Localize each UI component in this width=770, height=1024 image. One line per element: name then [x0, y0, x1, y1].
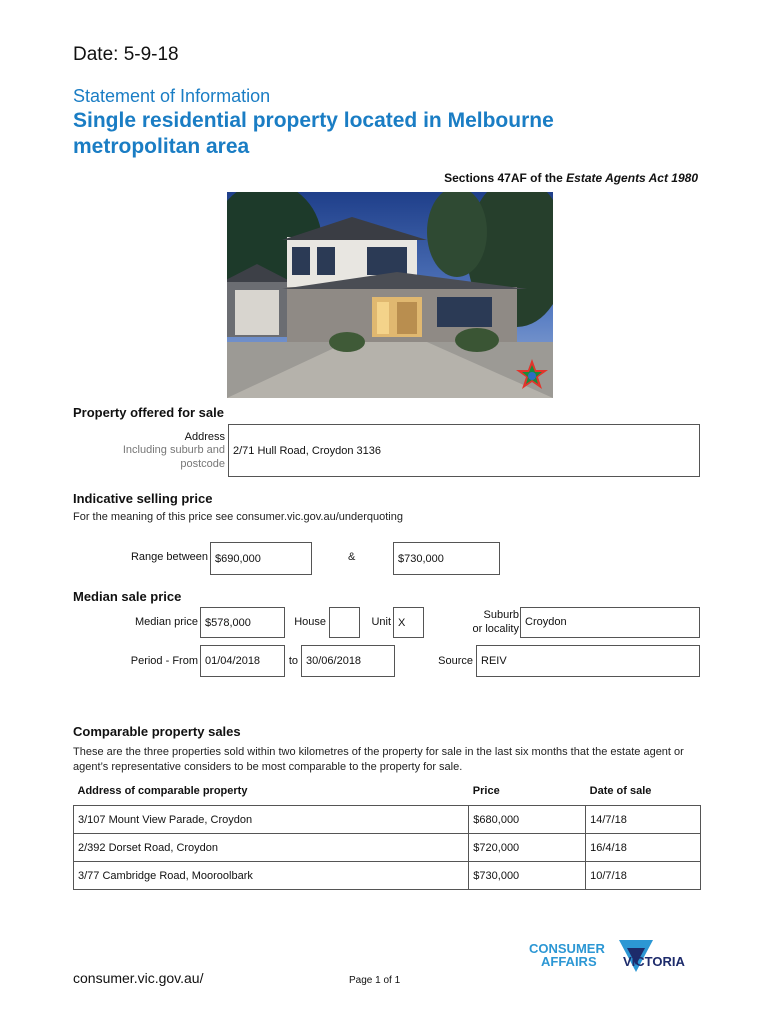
page-number: Page 1 of 1 — [349, 975, 401, 986]
date-label: Date: 5-9-18 — [73, 44, 179, 65]
cell-address[interactable]: 3/77 Cambridge Road, Mooroolbark — [74, 862, 469, 890]
source-field[interactable] — [476, 645, 700, 677]
unit-label: Unit — [371, 616, 391, 628]
comparable-description: These are the three properties sold within two kilometres of the property for sale in the last six months that the estate agent or agent’s representative considers to be most comparable to the property for sale. — [73, 746, 684, 773]
suburb-sublabel: or locality — [472, 623, 519, 635]
cell-date[interactable]: 16/4/18 — [586, 834, 701, 862]
range-low-field[interactable] — [210, 542, 312, 575]
comparable-heading: Comparable property sales — [73, 724, 241, 739]
house-field[interactable] — [329, 607, 360, 638]
unit-field[interactable] — [393, 607, 424, 638]
period-to-field[interactable] — [301, 645, 395, 677]
address-sublabel-postcode: postcode — [180, 458, 225, 470]
indicative-heading: Indicative selling price — [73, 491, 213, 506]
period-to-label: to — [288, 655, 298, 667]
address-label: Address — [184, 431, 225, 443]
property-heading: Property offered for sale — [73, 405, 224, 420]
range-high-value: $730,000 — [398, 552, 444, 565]
median-price-value: $578,000 — [205, 616, 251, 629]
range-low-value: $690,000 — [215, 552, 261, 565]
act-prefix: Sections 47AF of the — [444, 171, 567, 185]
address-sublabel: Including suburb and — [122, 444, 225, 456]
table-header-row — [74, 782, 701, 806]
median-heading: Median sale price — [73, 589, 182, 604]
statement-heading: Statement of Information — [73, 86, 271, 106]
page-title: Single residential property located in Melbourne metropolitan area — [73, 109, 554, 158]
house-label: House — [294, 616, 326, 628]
consumer-affairs-victoria-logo — [527, 938, 707, 988]
address-value: 2/71 Hull Road, Croydon 3136 — [233, 444, 381, 457]
logo-text-victoria: VICTORIA — [623, 954, 685, 969]
table-row — [74, 834, 701, 862]
cell-address[interactable]: 3/107 Mount View Parade, Croydon — [74, 806, 469, 834]
footer-url[interactable]: consumer.vic.gov.au/ — [73, 970, 204, 986]
indicative-note: For the meaning of this price see consumer.vic.gov.au/underquoting — [73, 511, 403, 523]
table-row — [74, 806, 701, 834]
median-price-label: Median price — [135, 616, 198, 628]
property-photo — [227, 192, 553, 398]
suburb-label: Suburb — [483, 609, 519, 621]
cell-date[interactable]: 10/7/18 — [586, 862, 701, 890]
column-header-address: Address of comparable property — [77, 785, 248, 797]
range-high-field[interactable] — [393, 542, 500, 575]
range-ampersand: & — [348, 551, 356, 563]
unit-value: X — [398, 616, 406, 629]
source-label: Source — [438, 655, 473, 667]
cell-price[interactable]: $730,000 — [469, 862, 586, 890]
address-field[interactable] — [228, 424, 700, 477]
cell-price[interactable]: $680,000 — [469, 806, 586, 834]
period-from-value: 01/04/2018 — [205, 655, 261, 667]
source-value: REIV — [481, 655, 507, 667]
suburb-value: Croydon — [525, 616, 567, 628]
column-header-date: Date of sale — [589, 785, 652, 797]
comparable-table — [73, 782, 701, 890]
act-reference — [360, 171, 698, 185]
logo-text-consumer: CONSUMER — [529, 941, 605, 956]
period-to-value: 30/06/2018 — [306, 655, 362, 667]
period-label: Period - From — [130, 655, 198, 667]
median-price-field[interactable] — [200, 607, 285, 638]
range-label: Range between — [130, 551, 208, 563]
column-header-price: Price — [472, 785, 500, 797]
suburb-field[interactable] — [520, 607, 700, 638]
table-row — [74, 862, 701, 890]
cell-address[interactable]: 2/392 Dorset Road, Croydon — [74, 834, 469, 862]
logo-text-affairs: AFFAIRS — [541, 954, 597, 969]
act-name: Estate Agents Act 1980 — [566, 171, 698, 185]
period-from-field[interactable] — [200, 645, 285, 677]
cell-date[interactable]: 14/7/18 — [586, 806, 701, 834]
cell-price[interactable]: $720,000 — [469, 834, 586, 862]
